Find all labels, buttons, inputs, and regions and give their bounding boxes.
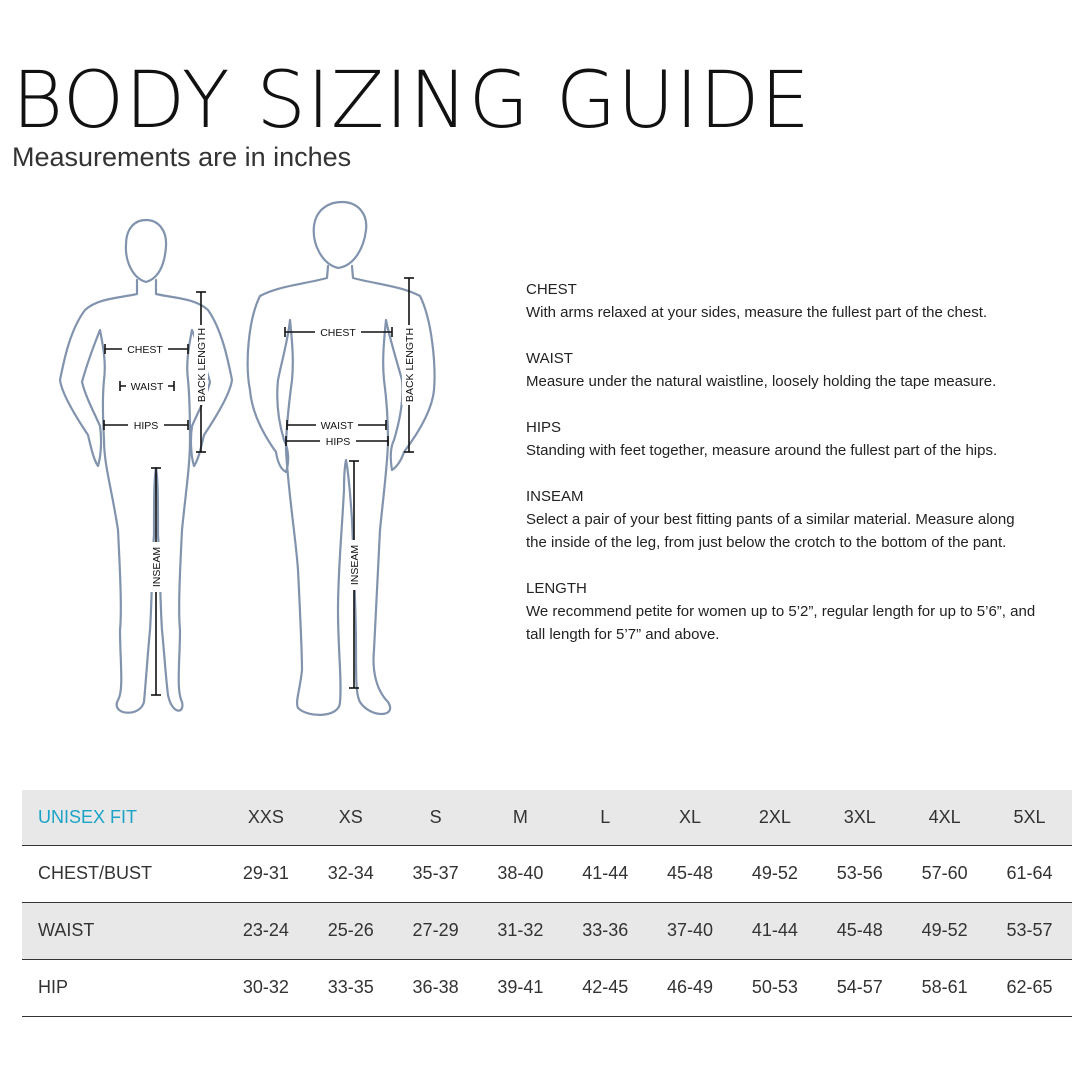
size-header: 2XL <box>758 806 791 827</box>
size-header: XXS <box>247 806 284 827</box>
female-chest-label: CHEST <box>127 344 163 356</box>
male-waist-measure <box>287 418 386 432</box>
female-hips-measure <box>104 418 188 432</box>
table-cell: 54-57 <box>836 977 883 997</box>
table-header-row <box>22 790 1072 845</box>
size-header: 5XL <box>1013 806 1046 827</box>
female-back-length-label: BACK LENGTH <box>196 327 208 403</box>
row-label: WAIST <box>38 920 95 940</box>
description-text: Select a pair of your best fitting pants of a similar material. Measure along the inside of the leg, from just below the crotch to the bottom of the pant. <box>526 511 1015 551</box>
table-cell: 45-48 <box>836 920 883 940</box>
table-cell: 45-48 <box>667 863 714 883</box>
table-row-waist <box>22 902 1072 959</box>
description-length <box>526 577 1036 646</box>
page-subtitle: Measurements are in inches <box>12 142 352 172</box>
male-hips-label: HIPS <box>325 436 351 448</box>
table-cell: 53-56 <box>836 863 883 883</box>
table-cell: 33-36 <box>582 920 629 940</box>
male-inseam-label: INSEAM <box>349 544 361 586</box>
table-cell: 27-29 <box>412 920 459 940</box>
size-header: 3XL <box>843 806 876 827</box>
table-cell: 36-38 <box>412 977 459 997</box>
size-header: XL <box>679 806 702 827</box>
female-chest-measure <box>105 342 188 356</box>
description-heading: INSEAM <box>526 488 584 505</box>
male-waist-label: WAIST <box>320 420 354 432</box>
table-cell: 32-34 <box>327 863 374 883</box>
size-chart-table <box>22 790 1072 1017</box>
table-cell: 30-32 <box>242 977 289 997</box>
table-cell: 29-31 <box>242 863 289 883</box>
table-cell: 58-61 <box>921 977 968 997</box>
female-head-outline <box>126 220 166 282</box>
table-cell: 41-44 <box>582 863 629 883</box>
female-inseam-label: INSEAM <box>151 546 163 588</box>
size-header: M <box>512 806 528 827</box>
table-cell: 50-53 <box>751 977 798 997</box>
table-cell: 49-52 <box>921 920 968 940</box>
description-hips <box>526 416 1036 462</box>
description-text: With arms relaxed at your sides, measure the fullest part of the chest. <box>526 304 988 321</box>
female-inseam-measure <box>149 468 163 695</box>
description-heading: WAIST <box>526 350 573 367</box>
table-cell: 41-44 <box>751 920 798 940</box>
table-cell: 38-40 <box>497 863 544 883</box>
female-waist-measure <box>120 379 174 393</box>
page-title: BODY SIZING GUIDE <box>12 56 811 146</box>
male-chest-label: CHEST <box>320 327 356 339</box>
table-cell: 57-60 <box>921 863 968 883</box>
male-hips-measure <box>286 434 388 448</box>
description-heading: LENGTH <box>526 580 587 597</box>
description-heading: CHEST <box>526 281 577 298</box>
fit-label: UNISEX FIT <box>38 806 138 827</box>
body-measurement-diagram <box>40 190 480 730</box>
table-cell: 53-57 <box>1006 920 1053 940</box>
male-back-length-label: BACK LENGTH <box>404 327 416 403</box>
table-cell: 39-41 <box>497 977 544 997</box>
female-waist-label: WAIST <box>130 381 164 393</box>
table-cell: 23-24 <box>242 920 289 940</box>
description-text: Standing with feet together, measure around the fullest part of the hips. <box>526 442 998 459</box>
description-chest <box>526 278 1036 324</box>
row-label: CHEST/BUST <box>38 863 153 883</box>
table-row-chest-bust <box>22 845 1072 902</box>
male-chest-measure <box>285 325 392 339</box>
table-cell: 42-45 <box>582 977 629 997</box>
table-cell: 33-35 <box>327 977 374 997</box>
table-row-hip <box>22 959 1072 1016</box>
size-header: S <box>429 806 442 827</box>
size-header: XS <box>338 806 363 827</box>
description-inseam <box>526 485 1036 554</box>
female-back-length-measure <box>194 292 208 452</box>
male-head-outline <box>314 202 367 268</box>
table-cell: 25-26 <box>327 920 374 940</box>
measurement-descriptions <box>526 278 1036 669</box>
size-header: L <box>600 806 611 827</box>
description-heading: HIPS <box>526 419 562 436</box>
size-header: 4XL <box>928 806 961 827</box>
description-waist <box>526 347 1036 393</box>
table-cell: 37-40 <box>667 920 714 940</box>
table-cell: 61-64 <box>1006 863 1053 883</box>
male-back-length-measure <box>402 278 416 452</box>
table-cell: 49-52 <box>751 863 798 883</box>
table-cell: 62-65 <box>1006 977 1053 997</box>
table-cell: 35-37 <box>412 863 459 883</box>
female-hips-label: HIPS <box>133 420 159 432</box>
male-figure <box>248 202 435 715</box>
table-cell: 46-49 <box>667 977 714 997</box>
table-cell: 31-32 <box>497 920 544 940</box>
row-label: HIP <box>38 977 69 997</box>
female-figure <box>60 220 232 713</box>
description-text: Measure under the natural waistline, loosely holding the tape measure. <box>526 373 997 390</box>
description-text: We recommend petite for women up to 5’2”, regular length for up to 5’6”, and tall length for 5’7” and above. <box>526 603 1036 643</box>
